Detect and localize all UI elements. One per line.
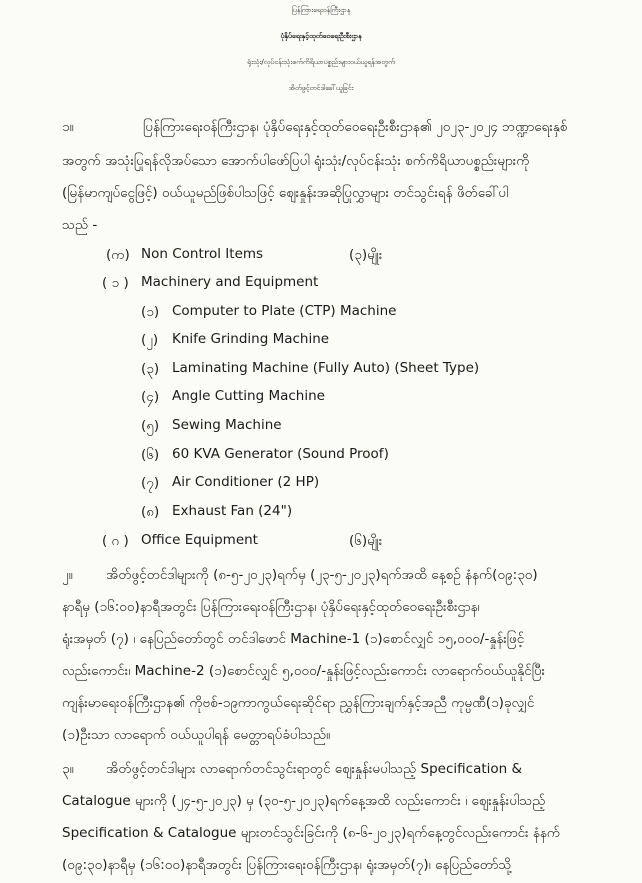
para3-line: အိတ်ဖွင့်တင်ဒါများ လာရောက်တင်သွင်းရာတွင် ဈေးနှုန်းမပါသည့် Specification & [106,761,523,777]
list-item-mark: (၅) [141,418,160,434]
item-group-2-mark: ( ဂ ) [102,533,129,549]
ministry-heading: ပြန်ကြားရေးဝန်ကြီးဌာန [291,6,351,14]
list-item-mark: (၈) [141,504,160,520]
list-item-label: 60 KVA Generator (Sound Proof) [172,446,389,462]
para2-line: အိတ်ဖွင့်တင်ဒါများကို (၈-၅-၂၀၂၃)ရက်မှ (၂၃-၅-၂၀၂၃)ရက်အထိ နေ့စဉ် နံနက်(၀၉:၃၀) [106,567,538,583]
item-group-a-qty: (၃)မျိုး [349,247,383,263]
subject-heading: ရုံးသုံး/လုပ်ငန်းသုံးစက်ကိရိယာပစ္စည်းများဝယ်ယူရန်အတွက် [247,58,395,66]
para3-line: (၀၉:၃၀)နာရီမှ (၁၆:၀၀)နာရီအတွင်း ပြန်ကြားရေးဝန်ကြီးဌာန၊ ရုံးအမှတ်(၇)၊ နေပြည်တော်သို့ [62,857,512,873]
list-item-mark: (၇) [141,475,160,491]
para2-line: လည်းကောင်း၊ Machine-2 (၁)စောင်လျှင် ၅,၀၀၀/-နှုန်းဖြင့်လည်းကောင်း လာရောက်ဝယ်ယူနိုင်ပြီး [62,663,546,679]
notice-title: အိတ်ဖွင့်တင်ဒါခေါ်ယူခြင်း [288,84,354,92]
para1-line: ပြန်ကြားရေးဝန်ကြီးဌာန၊ ပုံနှိပ်ရေးနှင့်ထုတ်ဝေရေးဦးစီးဌာန၏ ၂၀၂၃-၂၀၂၄ ဘဏ္ဍာရေးနှစ် [143,119,568,135]
item-group-1-label: Machinery and Equipment [141,274,319,290]
para2-line: ရုံးအမှတ် (၇) ၊ နေပြည်တော်တွင် တင်ဒါဖောင် Machine-1 (၁)စောင်လျှင် ၁၅,၀၀၀/-နှုန်းဖြင့် [62,631,525,647]
para2-line: ကျန်းမာရေးဝန်ကြီးဌာန၏ ကိုဗစ်-၁၉ကာကွယ်ရေးဆိုင်ရာ ညွှန်ကြားချက်နှင့်အညီ ကုမ္ပဏီ(၁)ခုလျှင် [62,695,535,711]
list-item-label: Air Conditioner (2 HP) [172,474,320,490]
para1-number: ၁။ [62,119,74,135]
item-group-1-mark: ( ၁ ) [102,275,129,291]
list-item-mark: (၃) [141,361,160,377]
list-item-label: Exhaust Fan (24") [172,503,293,519]
para3-number: ၃။ [62,761,74,777]
item-group-2-qty: (၆)မျိုး [349,533,383,549]
item-group-2-label: Office Equipment [141,532,258,548]
para2-number: ၂။ [62,567,73,583]
list-item-mark: (၄) [141,389,160,405]
para1-line: (မြန်မာကျပ်ငွေဖြင့်) ဝယ်ယူမည်ဖြစ်ပါသဖြင့် ဈေးနှုန်းအဆိုပြုလွှာများ တင်သွင်းရန် ဖိတ်ခေါ်ပါ [62,185,509,201]
list-item-label: Angle Cutting Machine [172,388,325,404]
para1-line: အတွက် အသုံးပြုရန်လိုအပ်သော အောက်ပါဖော်ပြပါ ရုံးသုံး/လုပ်ငန်းသုံး စက်ကိရိယာပစ္စည်းများကို [62,153,530,169]
list-item-mark: (၁) [141,304,160,320]
para2-line: (၁)ဦးသာ လာရောက် ဝယ်ယူပါရန် မေတ္တာရပ်ခံပါသည်။ [62,727,331,743]
list-item-label: Laminating Machine (Fully Auto) (Sheet Type) [172,360,480,376]
para2-line: နာရီမှ (၁၆:၀၀)နာရီအတွင်း ပြန်ကြားရေးဝန်ကြီးဌာန၊ ပုံနှိပ်ရေးနှင့်ထုတ်ဝေရေးဦးစီးဌာန၊ [62,599,480,615]
para3-line: Catalogue များကို (၂၄-၅-၂၀၂၃) မှ (၃၀-၅-၂၀၂၃)ရက်နေ့အထိ လည်းကောင်း ၊ ဈေးနှုန်းပါသည့် [62,793,546,809]
list-item-label: Knife Grinding Machine [172,331,330,347]
list-item-label: Sewing Machine [172,417,282,433]
list-item-label: Computer to Plate (CTP) Machine [172,303,397,319]
para1-line: သည် - [62,217,98,233]
item-group-a-mark: (က) [106,247,130,263]
para3-line: Specification & Catalogue များတင်သွင်းခြင်းကို (၈-၆-၂၀၂၃)ရက်နေ့တွင်လည်းကောင်း နံနက် [62,825,561,841]
item-group-a-label: Non Control Items [141,246,264,262]
list-item-mark: (၂) [141,332,159,348]
list-item-mark: (၆) [141,447,160,463]
department-heading: ပုံနှိပ်ရေးနှင့်ထုတ်ဝေရေးဦးစီးဌာန [280,32,362,40]
